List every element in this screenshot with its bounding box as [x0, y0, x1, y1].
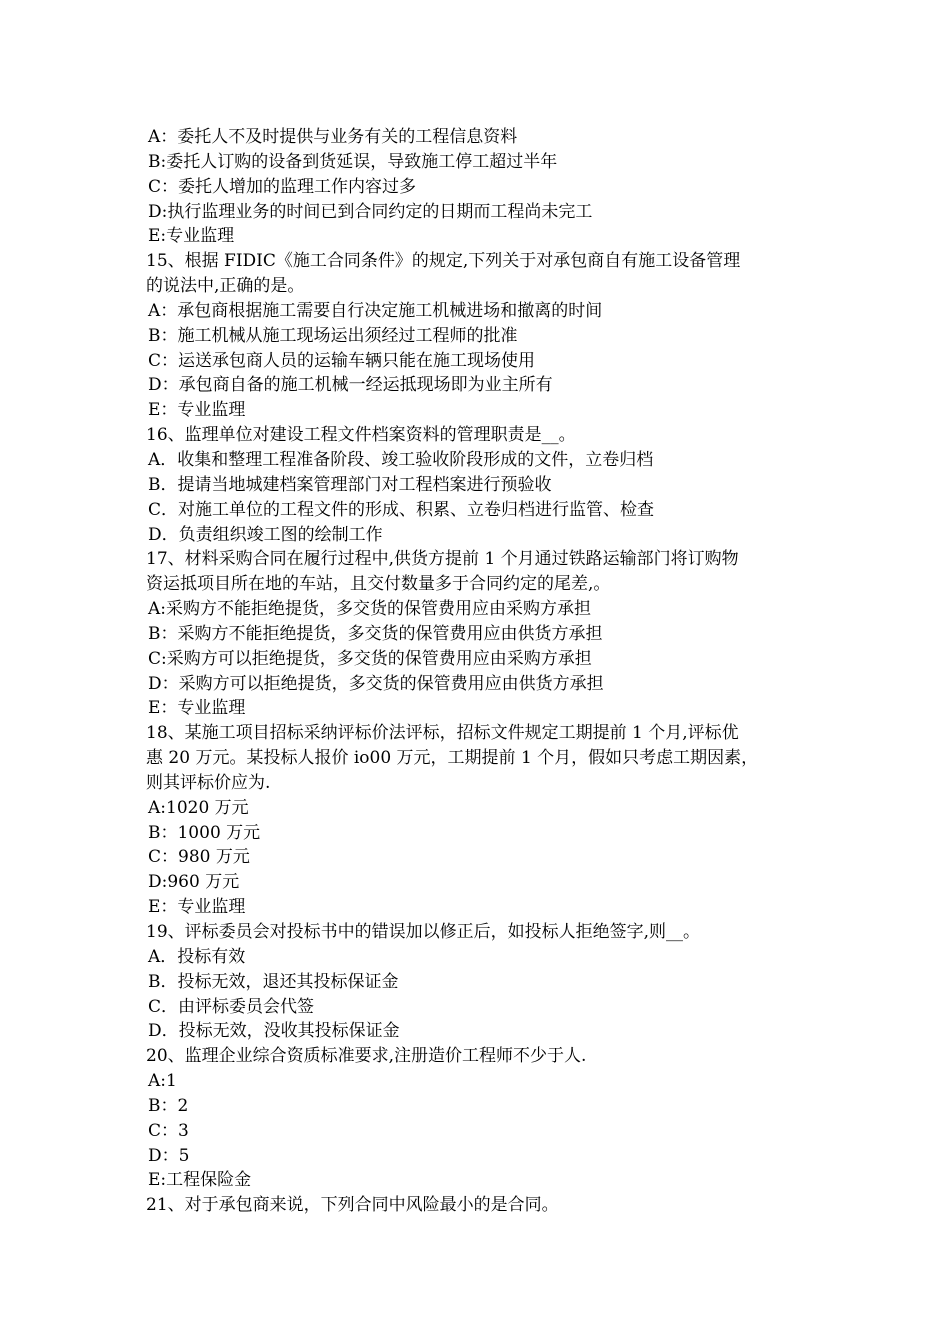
question-text-line: 15、根据 FIDIC《施工合同条件》的规定,下列关于对承包商自有施工设备管理 — [146, 251, 741, 272]
question-text-line: 19、评标委员会对投标书中的错误加以修正后，如投标人拒绝签字,则__。 — [146, 922, 701, 942]
answer-option-line: C：委托人增加的监理工作内容过多 — [148, 176, 417, 197]
answer-option-line: E:工程保险金 — [148, 1170, 252, 1191]
answer-option-line: B：1000 万元 — [148, 822, 261, 843]
answer-option-line: B：2 — [148, 1095, 189, 1116]
answer-option-line: C．由评标委员会代签 — [148, 996, 315, 1017]
question-text-line: 16、监理单位对建设工程文件档案资料的管理职责是__。 — [146, 425, 576, 446]
answer-option-line: B：采购方不能拒绝提货，多交货的保管费用应由供货方承担 — [148, 623, 603, 644]
answer-option-line: D．负责组织竣工图的绘制工作 — [148, 524, 383, 545]
answer-option-line: A．投标有效 — [148, 946, 246, 967]
answer-option-line: C:采购方可以拒绝提货，多交货的保管费用应由采购方承担 — [148, 648, 592, 669]
answer-option-line: C：980 万元 — [148, 847, 250, 868]
answer-option-line: B．投标无效，退还其投标保证金 — [148, 971, 399, 992]
question-text-line: 20、监理企业综合资质标准要求,注册造价工程师不少于人. — [146, 1046, 587, 1067]
answer-option-line: D：采购方可以拒绝提货，多交货的保管费用应由供货方承担 — [148, 673, 604, 694]
answer-option-line: C．对施工单位的工程文件的形成、积累、立卷归档进行监管、检查 — [148, 499, 655, 520]
answer-option-line: D．投标无效，没收其投标保证金 — [148, 1021, 400, 1042]
answer-option-line: E：专业监理 — [148, 897, 246, 918]
answer-option-line: B：施工机械从施工现场运出须经过工程师的批准 — [148, 325, 518, 346]
answer-option-line: D：承包商自备的施工机械一经运抵现场即为业主所有 — [148, 375, 553, 396]
answer-option-line: E:专业监理 — [148, 226, 235, 247]
answer-option-line: B:委托人订购的设备到货延误，导致施工停工超过半年 — [148, 151, 558, 172]
question-text-line: 资运抵项目所在地的车站，且交付数量多于合同约定的尾差,。 — [146, 574, 611, 595]
answer-option-line: C：3 — [148, 1120, 189, 1141]
question-text-line: 惠 20 万元。某投标人报价 io00 万元，工期提前 1 个月，假如只考虑工期因素， — [146, 748, 759, 769]
answer-option-line: A：承包商根据施工需要自行决定施工机械进场和撤离的时间 — [148, 300, 603, 321]
document-body — [146, 125, 816, 1218]
answer-option-line: E：专业监理 — [148, 698, 246, 719]
answer-option-line: D:执行监理业务的时间已到合同约定的日期而工程尚未完工 — [148, 201, 593, 222]
question-text-line: 21、对于承包商来说，下列合同中风险最小的是合同。 — [146, 1195, 559, 1216]
answer-option-line: D：5 — [148, 1145, 190, 1166]
question-text-line: 则其评标价应为. — [146, 772, 271, 793]
question-text-line: 的说法中,正确的是。 — [146, 276, 305, 297]
answer-option-line: D:960 万元 — [148, 872, 240, 893]
answer-option-line: A:1 — [148, 1071, 177, 1092]
answer-option-line: A:1020 万元 — [148, 797, 249, 818]
answer-option-line: A：委托人不及时提供与业务有关的工程信息资料 — [148, 127, 518, 147]
answer-option-line: E：专业监理 — [148, 400, 246, 421]
answer-option-line: B．提请当地城建档案管理部门对工程档案进行预验收 — [148, 474, 552, 495]
answer-option-line: C：运送承包商人员的运输车辆只能在施工现场使用 — [148, 350, 536, 371]
answer-option-line: A．收集和整理工程准备阶段、竣工验收阶段形成的文件，立卷归档 — [148, 449, 654, 470]
question-text-line: 18、某施工项目招标采纳评标价法评标，招标文件规定工期提前 1 个月,评标优 — [146, 723, 739, 744]
answer-option-line: A:采购方不能拒绝提货，多交货的保管费用应由采购方承担 — [148, 599, 592, 620]
question-text-line: 17、材料采购合同在履行过程中,供货方提前 1 个月通过铁路运输部门将订购物 — [146, 549, 739, 570]
